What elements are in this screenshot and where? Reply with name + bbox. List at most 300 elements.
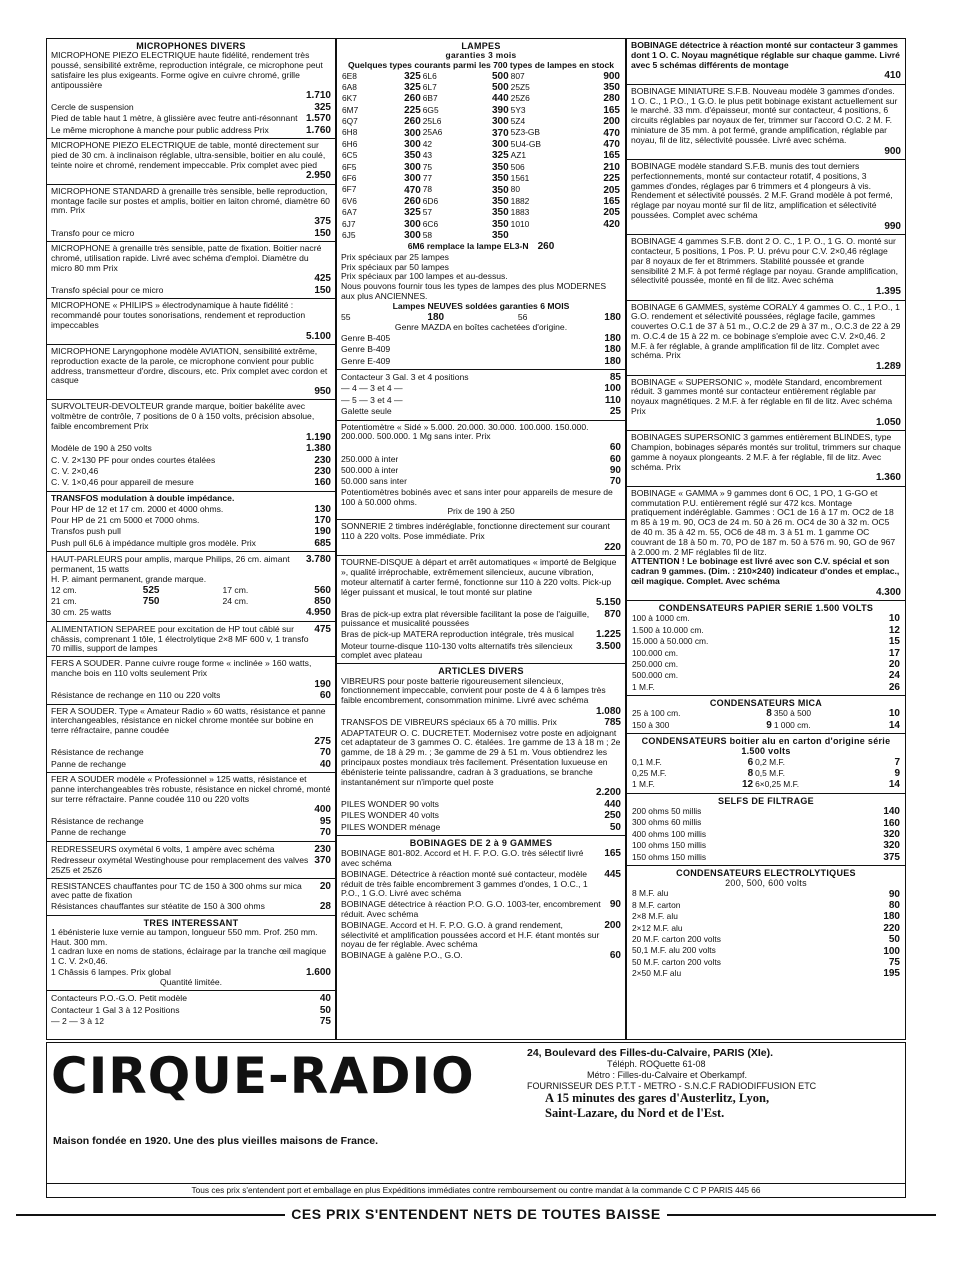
item-text: MICROPHONE PIEZO ELECTRIQUE haute fidélité, rendement très poussé, sensibilité extrême, reproduction intégrale, ce microphone peut satisfaire les plus exigeants. Forme ogive en cuivre chromé, grille antipoussière [51,50,323,90]
item-text: Redresseur oxymétal Westinghouse pour remplacement des valves 25Z5 et 25Z6 [51,856,309,875]
tourne-disque-section [337,556,625,664]
price-row [51,607,331,618]
lamp-type: 5Y3 [510,104,526,115]
price: 230 [314,454,331,466]
price-row [51,113,331,124]
price-row [51,855,331,876]
price: 4.950 [305,607,331,619]
lamp-price: 300 [404,218,421,230]
lamp-type: 6L7 [422,81,437,92]
item-label: 1 M.F. [632,681,655,692]
bobinage-6g-section [627,301,905,376]
item-text: FER A SOUDER modèle « Professionnel » 125 watts, résistance et panne interchangeables très robuste, résistance en nickel chromé, monté sur terre réfractaire. Panne coudée 110 ou 220 volts [51,774,331,804]
table-row [631,659,901,670]
table-row [631,708,901,719]
price: 1.395 [875,286,901,298]
price: 150 [314,284,331,296]
lamp-type: 6F6 [342,173,357,184]
fer-pro-section [47,773,335,842]
item-label: Le même microphone à manche pour public address Prix [51,125,269,135]
item-label: 6×0,25 M.F. [755,779,800,790]
section-title: CONDENSATEURS MICA [709,698,823,709]
item-label: 500.000 à inter [341,465,399,475]
price: 1.080 [595,705,621,717]
price: 70 [319,747,331,759]
price-table [631,806,901,863]
gares-line: Saint-Lazare, du Nord et de l'Est. [545,1105,725,1120]
price: 320 [883,840,900,852]
lamp-type: 6H6 [342,138,358,149]
item-label: 21 cm. [51,595,77,606]
item-label: C. V. 2×130 PF pour ondes courtes étalées [51,455,216,465]
price-row [341,787,621,798]
price-row [341,465,621,476]
price: 110 [604,394,621,406]
price-row [341,920,621,950]
item-text: RESISTANCES chauffantes pour TC de 150 à 300 ohms sur mica avec patte de fixation [51,881,302,901]
price: 20 [888,659,900,670]
lamp-type: 6M7 [342,104,359,115]
price: 425 [314,273,331,285]
list-item: 1 C. V. 2×0,46. [51,956,108,967]
table-row [341,196,621,207]
lamp-price: 350 [491,230,509,242]
item-text: BOBINAGE détectrice à réaction P.O. G.O. 1003-ter, encombrement réduit. Avec schéma [341,900,601,920]
bobinages-section [337,836,625,964]
price: 50 [319,1004,331,1016]
column-left [46,38,336,1040]
price: 400 [314,804,331,816]
item-text: TRANSFOS modulation à double impédance. [51,492,235,503]
item-label: Contacteurs P.O.-G.O. Petit modèle [51,994,187,1004]
redresseurs-section [47,842,335,879]
footer [46,1042,906,1198]
item-text: SONNERIE 2 timbres indéréglable, fonctionne directement sur courant 110 à 220 volts. Pose immédiate. Prix [341,521,610,541]
lamp-price: 440 [491,93,509,105]
phone: Téléph. ROQuette 61-08 [607,1059,706,1070]
lamp-type: 6L6 [422,70,437,81]
electro-section [627,866,905,982]
item-label: Pied de table haut 1 mètre, à glissière avec feutre anti-résonnant [51,114,298,124]
price: 9 [766,719,772,731]
item-label: 300 ohms 60 millis [632,817,702,828]
table-row [631,806,901,817]
item-text: H. P. aimant permanent, grande marque. [51,573,207,584]
item-text: Lampes NEUVES soldées garanties 6 MOIS [392,300,570,311]
lamp-type: 6Q7 [342,116,358,127]
price: 325 [314,101,331,113]
lamp-type: 6C5 [342,150,358,161]
table-row [631,900,901,911]
lamp-type: 25L6 [422,116,442,127]
selfs-section [627,794,905,866]
item-label: 12 cm. [51,584,77,595]
price: 190 à 250 [476,506,515,517]
lamp-type: 75 [422,161,433,172]
price: 560 [314,584,331,596]
price: 870 [604,608,621,620]
item-label: — 4 — 3 et 4 — [341,384,403,394]
cond-mica-section [627,696,905,734]
price: 100 [604,383,621,395]
price: 950 [314,386,331,398]
section-title: SELFS DE FILTRAGE [718,795,814,806]
price: 230 [314,843,331,855]
lamp-type: 25Z5 [510,81,530,92]
item-label: Transfo spécial pour ce micro [51,285,164,295]
microphones-section [47,39,335,139]
table-row [341,116,621,127]
lamp-type: 6B7 [422,93,438,104]
table-row [341,105,621,116]
table-mic-section [47,139,335,185]
table-row [341,230,621,241]
item-text: FER A SOUDER. Type « Amateur Radio » 60 watts, résistance et panne interchangeables, résistance en nickel chrome montée sur bobine en terre réfractaire, panne coudée [51,705,326,736]
table-row [341,128,621,139]
price: 90 [609,899,621,911]
table-row [341,173,621,184]
price: 180 [427,311,445,323]
item-label: 100 à 1000 cm. [632,613,690,624]
item-label: 250.000 à inter [341,454,399,464]
lampes-section [337,39,625,370]
item-label: Pour HP de 21 cm 5000 et 7000 ohms. [51,516,200,526]
table-row [631,648,901,659]
item-label: PILES WONDER 90 volts [341,799,439,809]
survolteur-section [47,400,335,491]
table-row [631,852,901,863]
price: 170 [314,515,331,527]
price-row [341,395,621,406]
list-item: 1 cadran luxe en noms de stations, éclairage par la tranche œil magique [51,946,327,957]
banner-text: CES PRIX S'ENTENDENT NETS DE TOUTES BAISSE [291,1206,661,1223]
item-label: 8 M.F. alu [632,888,669,899]
price-row [51,679,331,690]
lamp-type: 6J7 [342,218,356,229]
price: 370 [314,855,331,867]
item-label: 0,5 M.F. [755,768,785,778]
item-text: MICROPHONE PIEZO ELECTRIQUE de table, monté directement sur pied de 30 cm. à inclinaison réglable, ultra-sensible, boitier en alu coulé, teinte noire et chromé, rendement impeccable. Prix complet avec pied [51,140,326,170]
item-label: PILES WONDER 40 volts [341,811,439,821]
lamp-price: 300 [404,127,421,139]
price-row [51,273,331,284]
price: 475 [314,623,331,635]
lamp-price: 350 [491,173,509,185]
lamp-type: 25Z6 [510,93,530,104]
price: 75 [319,1016,331,1028]
item-text: BOBINAGE MINIATURE S.F.B. Nouveau modèle 3 gammes d'ondes. 1 O. C., 1 P.O., 1 G.O. le plus petit bobinage existant actuellement sur le marché. 33 mm. d'épaisseur, monté sur contacteur, 4 positions, 6 circuits réglables par noyaux de fer, trimmer sur l'accord O.C. 2 M. F. miniature de 35 mm. à pot fermé, grande amplification, réglable par noyau, fil de litz, sélectivité poussée. Livré avec schéma. [631,85,898,145]
price: 785 [604,717,621,729]
table-row [341,162,621,173]
potentiometre-section [337,421,625,521]
founded-line: Maison fondée en 1920. Une des plus vieilles maisons de France. [53,1135,379,1147]
price: 28 [319,901,331,913]
item-label: 1.500 à 10.000 cm. [632,624,704,635]
metro: Métro : Filles-du-Calvaire et Oberkampf. [587,1069,748,1080]
lamp-price [580,230,621,241]
section-title: CONDENSATEURS boitier alu en carton d'origine série 1.500 volts [641,736,891,757]
price: 60 [609,950,621,962]
list-item: 1 Châssis 6 lampes. Prix global [51,968,171,978]
price-row [341,383,621,394]
price-table [631,708,901,731]
item-label: Prix de [447,506,475,517]
item-text: HAUT-PARLEURS pour amplis, marque Philips, 26 cm. aimant permanent, 15 watts [51,555,290,574]
lamp-price: 300 [491,116,509,128]
price: 260 [537,241,555,253]
price-row [341,356,621,367]
item-label: 150 ohms 150 millis [632,851,707,862]
lamp-type: 77 [422,173,433,184]
price-row [631,146,901,157]
price: 180 [883,911,900,923]
price-row [51,690,331,701]
transfos-section [47,492,335,552]
table-row [341,93,621,104]
table-row [631,757,901,768]
price-row [51,432,331,443]
price: 14 [888,779,900,791]
price: 1.190 [305,431,331,443]
item-label: 50 M.F. carton 200 volts [632,956,721,967]
divider [667,1214,936,1216]
lamp-type: 43 [422,150,433,161]
lamp-type: 6E8 [342,70,357,81]
lamp-price: 390 [491,104,509,116]
item-label: 25 à 100 cm. [632,708,681,719]
price: 180 [604,332,621,344]
lamp-type: 807 [510,70,525,81]
interessant-section [47,916,335,992]
price: 220 [604,541,621,553]
lamp-price: 200 [603,116,620,128]
price-row [51,554,331,575]
price: 70 [319,827,331,839]
lamp-price: 225 [603,173,620,185]
price: 14 [888,719,900,731]
gares-line: A 15 minutes des gares d'Austerlitz, Lyon, [545,1091,770,1106]
lamp-type: 6C6 [422,218,439,229]
brand-logo: CIRQUE-RADIO [51,1047,475,1105]
price-row [341,848,621,869]
table-row [631,889,901,900]
price-row [51,228,331,239]
price: 320 [883,828,900,840]
item-label: Modèle de 190 à 250 volts [51,444,152,454]
price: 2.950 [305,170,331,182]
item-label: 1 M.F. [632,779,655,790]
table-row [341,207,621,218]
price: 1.710 [305,90,331,102]
item-text: Résistances chauffantes sur stéatite de 150 à 300 ohms [51,902,265,912]
price-row [51,125,331,136]
price: 50 [609,821,621,833]
lamp-type: 1882 [510,195,530,206]
lamp-price: 500 [491,82,509,94]
price: 12 [742,779,754,791]
lamp-type: 1010 [510,218,530,229]
item-label: 50,1 M.F. alu 200 volts [632,945,716,956]
price: 75 [888,956,900,968]
price-row [341,869,621,899]
item-label: Galette seule [341,407,392,417]
aviation-mic-section [47,345,335,401]
price: 60 [319,690,331,702]
address-block [527,1047,903,1121]
fer-amateur-section [47,705,335,774]
price: 40 [319,993,331,1005]
price-row [51,386,331,397]
price: 60 [609,442,621,454]
lamp-type: 80 [510,184,520,195]
price: 3.500 [595,640,621,652]
item-text: BOBINAGE 801-802. Accord et H. F. P.O. G.O. très sélectif livré avec schéma [341,849,584,869]
item-text: TOURNE-DISQUE à départ et arrêt automatiques « importé de Belgique », qualité irréprochable, extrêmement silencieux, aucune vibration, moteur alternatif à carter fermé, fonctionne sur 110 à 220 volts. Pick-up léger puissant et musical, le tout monté sur platine [341,557,617,597]
address: 24, Boulevard des Filles-du-Calvaire, PARIS (XIe). [527,1047,774,1059]
price-row [631,361,901,372]
lamp-type: 6F7 [342,184,357,195]
price-table [631,889,901,980]
price-row [631,221,901,232]
price: 180 [604,355,621,367]
price: 230 [314,466,331,478]
price: 190 [314,678,331,690]
lamp-price: 300 [404,161,421,173]
price: 5.100 [305,330,331,342]
lamp-price: 260 [404,195,421,207]
table-row [341,82,621,93]
price-row [341,442,621,453]
table-row [631,613,901,624]
item-text: BOBINAGE « GAMMA » 9 gammes dont 6 OC, 1 PO, 1 G-GO et commutation P.U. entièrement réglé sur 472 kcs. Montage pratiquement indéréglable. Gammes : OC1 de 16 à 17 m. OC2 de 18 m 85 à 19 m. 90, OC3 de 24 m. 50 à 26 m. OC4 de 30 à 32 m. OC5 de 40 m. 35 à 42 m. 55, OC6 de 48 m. 3 à 51 m. 1 gamme OC couvrant de 18 à 50 m. 70, PO de 187 m. 50 à 576 m. 90, GO de 967 à 2.000 m. 2 MF réglables fil de litz. [631,487,896,557]
contacteur-section [337,370,625,421]
price: 40 [319,758,331,770]
item-text: ALIMENTATION SEPAREE pour excitation de HP tout câblé sur châssis, comprenant 1 tôle, 1 électrolytique 2×8 MF 600 v, 1 transfo 70 millis, support de lampes [51,624,309,654]
item-text: Bras de pick-up MATERA reproduction intégrale, très musical [341,630,574,640]
item-label: Résistance de rechange [51,816,144,826]
lamp-type: 6G5 [422,104,439,115]
lamp-price: 900 [603,70,620,82]
price: 160 [314,477,331,489]
item-label: 15.000 à 50.000 cm. [632,636,709,647]
table-row [631,818,901,829]
table-row [341,185,621,196]
price: 750 [142,595,160,607]
resistances-section [47,879,335,916]
lamp-price: 165 [603,195,620,207]
table-row [631,625,901,636]
lamp-price: 350 [603,82,620,94]
price-row [51,1005,331,1016]
item-label: 200 ohms 50 millis [632,806,702,817]
price-row [51,504,331,515]
section-title: TRES INTERESSANT [143,917,239,928]
price-row [51,90,331,101]
item-text: ADAPTATEUR O. C. DUCRETET. Modernisez votre poste en adjoignant cet adaptateur de 3 gammes O. C. étalées. 1re gamme de 13 à 18 m ; 2e gamme, de 18 à 29 m. ; 3e gamme de 29 à 51 m. Vous obtiendrez les principaux postes mondiaux très facilement. Présentation luxueuse en ébénisterie teinte palissandre, cadran à 3 graduations, se branche instantanément sur n'importe quel poste [341,727,621,787]
item-label: Panne de rechange [51,828,127,838]
price-row [341,542,621,553]
terms-line: Tous ces prix s'entendent port et emballage en plus Expéditions immédiates contre remboursement ou contre mandat à la commande C C P PARIS 445 66 [47,1183,905,1197]
item-text: MICROPHONE à grenaille très sensible, patte de fixation. Boitier nacré chromé, utilisation rapide. Livré avec schéma d'emploi. Diamètre du micro 80 mm Prix [51,242,322,273]
item-label: 400 ohms 100 millis [632,828,707,839]
price-row [51,526,331,537]
lamp-price: 260 [404,93,421,105]
price: 190 [314,526,331,538]
item-text: Potentiomètre « Sidé » 5.000. 20.000. 30.000. 100.000. 150.000. 200.000. 500.000. 1 Mg sans inter. Prix [341,421,589,442]
item-label: 2×8 M.F. alu [632,911,678,922]
table-row [631,946,901,957]
price-row [51,993,331,1004]
item-label: 50.000 sans inter [341,477,407,487]
lamp-price: 370 [491,127,509,139]
cond-boitier-section [627,734,905,794]
price-row [341,706,621,717]
catalog-page [46,38,906,1238]
price: 5.150 [595,597,621,609]
price: 990 [884,220,901,232]
section-title: BOBINAGES DE 2 à 9 GAMMES [409,838,553,849]
price-row [341,406,621,417]
price: 85 [609,372,621,384]
item-label: Transfos push pull [51,527,121,537]
price: 850 [314,595,331,607]
price: 12 [888,624,900,636]
lamp-price: 300 [404,230,421,242]
item-label: 55 [341,311,351,322]
price: 60 [609,453,621,465]
item-label: 100 ohms 150 millis [632,840,707,851]
price-row [631,417,901,428]
price: 10 [888,613,900,625]
price: 440 [604,798,621,810]
price-row [341,799,621,810]
item-label: C. V. 1×0,46 pour appareil de mesure [51,478,194,488]
price-row [51,515,331,526]
price: 160 [883,817,900,829]
item-label: 30 cm. 25 watts [51,607,112,618]
lamp-price: 205 [603,184,620,196]
note: Prix spéciaux par 50 lampes [341,261,449,272]
price: 3.780 [305,554,331,566]
lamp-price: 420 [603,218,620,230]
price-row [51,466,331,477]
price-row [631,472,901,483]
lamp-type: 6A7 [342,207,357,218]
price: 165 [604,848,621,860]
price-row [51,285,331,296]
lamp-type: 6F5 [342,161,357,172]
price: 26 [888,681,900,693]
price: 250 [604,810,621,822]
item-label: 0,2 M.F. [755,756,785,767]
section-title: MICROPHONES DIVERS [136,41,246,51]
item-text: BOBINAGE détectrice à réaction monté sur contacteur 3 gammes dont 1 O. C. Noyau magnétique réglable sur chaque gamme. Livré avec 5 schémas différents de montage [631,40,900,70]
item-text: Potentiomètres bobinés avec et sans inter pour appareils de mesure de 100 à 50.000 ohms. [341,486,613,507]
section-subtitle: 200, 500, 600 volts [725,878,807,889]
price-row [51,477,331,488]
price-row [341,899,621,920]
lamp-price: 325 [404,70,421,82]
lamp-table [341,71,621,242]
lamp-price: 165 [603,104,620,116]
item-text: MICROPHONE Laryngophone modèle AVIATION, sensibilité extrême, reproduction exacte de la parole, ce microphone convient pour public address, transmetteur d'ordre, discours, etc. Prix complet avec cordon et casque [51,345,328,386]
price: 9 [894,768,900,780]
item-label: C. V. 2×0,46 [51,467,99,477]
price: 100 [883,945,900,957]
lamp-type: 5U4-GB [510,138,541,149]
note: Nous pouvons fournir tous les types de lampes des plus MODERNES aux plus ANCIENNES. [341,281,607,302]
item-text: TRANSFOS DE VIBREURS spéciaux 65 à 70 millis. Prix [341,718,557,728]
